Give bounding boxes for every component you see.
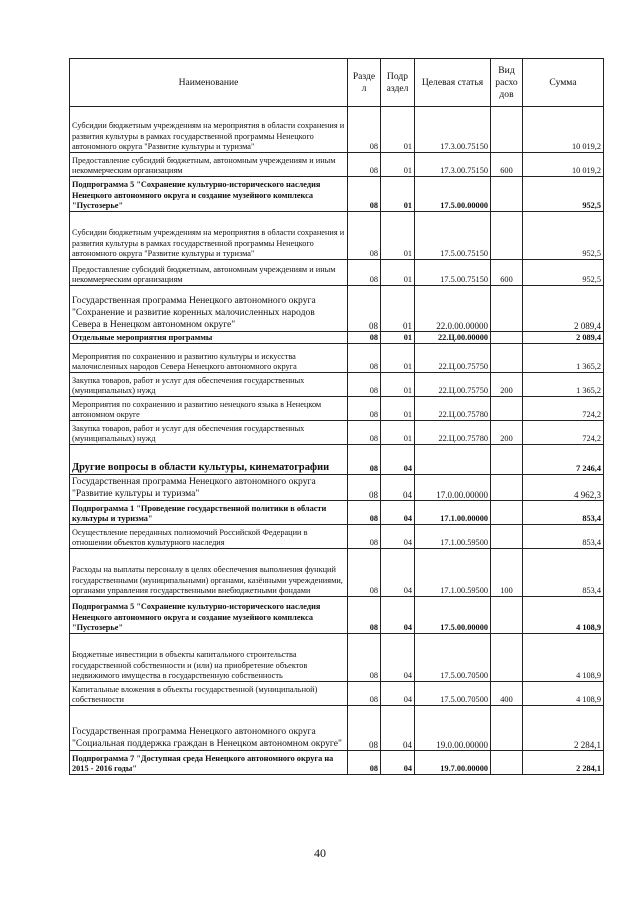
- row-section: 08: [348, 286, 381, 332]
- row-section: 08: [348, 344, 381, 373]
- row-name: Предоставление субсидий бюджетным, автономным учреждениям и иным некоммерческим организациям: [70, 260, 348, 286]
- row-expense-kind: 600: [491, 260, 523, 286]
- row-target-article: 17.0.00.00000: [415, 475, 491, 501]
- row-name: Бюджетные инвестиции в объекты капитального строительства государственной собственности и (или) на приобретение объектов недвижимого имущества в государственную собственность: [70, 634, 348, 682]
- row-section: 08: [348, 445, 381, 475]
- row-section: 08: [348, 706, 381, 751]
- table-row: [70, 260, 604, 286]
- row-section: 08: [348, 373, 381, 397]
- row-name: Государственная программа Ненецкого автономного округа "Сохранение и развитие коренных малочисленных народов Севера в Ненецком автономном округе": [70, 286, 348, 332]
- table-body: [70, 107, 604, 775]
- row-expense-kind: [491, 107, 523, 153]
- header-expense-kind: Вид расхо дов: [491, 59, 523, 107]
- row-sum: 952,5: [523, 260, 604, 286]
- row-name: Подпрограмма 1 "Проведение государственной политики в области культуры и туризма": [70, 501, 348, 525]
- row-subsection: 01: [381, 397, 415, 421]
- row-subsection: 01: [381, 212, 415, 260]
- table-row: [70, 421, 604, 445]
- row-subsection: 04: [381, 501, 415, 525]
- row-target-article: 17.1.00.00000: [415, 501, 491, 525]
- row-target-article: 17.5.00.75150: [415, 260, 491, 286]
- header-section: Разде л: [348, 59, 381, 107]
- row-name: Другие вопросы в области культуры, кинематографии: [70, 445, 348, 475]
- row-subsection: 04: [381, 706, 415, 751]
- budget-table: [69, 58, 604, 775]
- row-expense-kind: [491, 445, 523, 475]
- table-row: [70, 475, 604, 501]
- table-row: [70, 549, 604, 597]
- row-sum: 853,4: [523, 525, 604, 549]
- row-subsection: 04: [381, 751, 415, 775]
- row-name: Предоставление субсидий бюджетным, автономным учреждениям и иным некоммерческим организациям: [70, 153, 348, 177]
- row-sum: 853,4: [523, 501, 604, 525]
- row-name: Мероприятия по сохранению и развитию ненецкого языка в Ненецком автономном округе: [70, 397, 348, 421]
- row-name: Капитальные вложения в объекты государственной (муниципальной) собственности: [70, 682, 348, 706]
- row-target-article: 22.Ц.00.75750: [415, 373, 491, 397]
- table-row: [70, 634, 604, 682]
- row-expense-kind: 200: [491, 421, 523, 445]
- row-subsection: 01: [381, 260, 415, 286]
- row-subsection: 01: [381, 153, 415, 177]
- row-subsection: 01: [381, 286, 415, 332]
- row-section: 08: [348, 177, 381, 212]
- row-name: Отдельные мероприятия программы: [70, 332, 348, 344]
- row-name: Субсидии бюджетным учреждениям на мероприятия в области сохранения и развития культуры в рамках государственной программы Ненецкого автономного округа "Развитие культуры и туризма": [70, 107, 348, 153]
- row-target-article: 17.5.00.00000: [415, 597, 491, 634]
- table-row: [70, 107, 604, 153]
- header-sum: Сумма: [523, 59, 604, 107]
- row-subsection: 04: [381, 549, 415, 597]
- row-subsection: 04: [381, 597, 415, 634]
- row-target-article: 19.7.00.00000: [415, 751, 491, 775]
- header-name: Наименование: [70, 59, 348, 107]
- row-sum: 952,5: [523, 177, 604, 212]
- row-section: 08: [348, 212, 381, 260]
- row-sum: 952,5: [523, 212, 604, 260]
- table-row: [70, 706, 604, 751]
- table-row: [70, 332, 604, 344]
- row-subsection: 01: [381, 332, 415, 344]
- row-sum: 2 089,4: [523, 332, 604, 344]
- row-sum: 4 108,9: [523, 597, 604, 634]
- table-row: [70, 153, 604, 177]
- row-section: 08: [348, 501, 381, 525]
- row-target-article: 17.3.00.75150: [415, 153, 491, 177]
- header-subsection: Подр аздел: [381, 59, 415, 107]
- row-subsection: 04: [381, 634, 415, 682]
- row-subsection: 04: [381, 475, 415, 501]
- row-expense-kind: [491, 501, 523, 525]
- row-name: Подпрограмма 5 "Сохранение культурно-исторического наследия Ненецкого автономного округа и создание музейного комплекса "Пустозерье": [70, 177, 348, 212]
- row-expense-kind: [491, 332, 523, 344]
- row-name: Закупка товаров, работ и услуг для обеспечения государственных (муниципальных) нужд: [70, 421, 348, 445]
- table-row: [70, 286, 604, 332]
- row-sum: 2 284,1: [523, 706, 604, 751]
- row-expense-kind: [491, 634, 523, 682]
- row-subsection: 01: [381, 107, 415, 153]
- row-subsection: 01: [381, 344, 415, 373]
- row-target-article: 22.Ц.00.75780: [415, 397, 491, 421]
- row-section: 08: [348, 597, 381, 634]
- row-sum: 724,2: [523, 421, 604, 445]
- row-expense-kind: [491, 177, 523, 212]
- row-target-article: 17.5.00.75150: [415, 212, 491, 260]
- row-expense-kind: [491, 597, 523, 634]
- row-expense-kind: [491, 344, 523, 373]
- row-name: Мероприятия по сохранению и развитию культуры и искусства малочисленных народов Севера Ненецкого автономного округа: [70, 344, 348, 373]
- row-section: 08: [348, 525, 381, 549]
- row-expense-kind: 200: [491, 373, 523, 397]
- row-expense-kind: [491, 286, 523, 332]
- row-name: Закупка товаров, работ и услуг для обеспечения государственных (муниципальных) нужд: [70, 373, 348, 397]
- row-name: Осуществление переданных полномочий Российской Федерации в отношении объектов культурного наследия: [70, 525, 348, 549]
- table-row: [70, 445, 604, 475]
- row-target-article: 17.5.00.70500: [415, 682, 491, 706]
- row-name: Подпрограмма 7 "Доступная среда Ненецкого автономного округа на 2015 - 2016 годы": [70, 751, 348, 775]
- table-row: [70, 751, 604, 775]
- row-name: Государственная программа Ненецкого автономного округа "Социальная поддержка граждан в Ненецком автономном округе": [70, 706, 348, 751]
- row-sum: 4 962,3: [523, 475, 604, 501]
- table-row: [70, 397, 604, 421]
- row-sum: 2 089,4: [523, 286, 604, 332]
- row-sum: 7 246,4: [523, 445, 604, 475]
- row-expense-kind: 600: [491, 153, 523, 177]
- row-section: 08: [348, 397, 381, 421]
- row-name: Расходы на выплаты персоналу в целях обеспечения выполнения функций государственными (муниципальными) органами, казёнными учреждениями, органами управления государственными внебюджетными фондами: [70, 549, 348, 597]
- page-number: 40: [314, 846, 326, 860]
- table-row: [70, 682, 604, 706]
- row-sum: 1 365,2: [523, 344, 604, 373]
- row-subsection: 01: [381, 177, 415, 212]
- row-expense-kind: [491, 751, 523, 775]
- row-sum: 1 365,2: [523, 373, 604, 397]
- row-sum: 853,4: [523, 549, 604, 597]
- table-header-row: [70, 59, 604, 107]
- row-subsection: 04: [381, 445, 415, 475]
- row-sum: 2 284,1: [523, 751, 604, 775]
- row-target-article: 22.Ц.00.75780: [415, 421, 491, 445]
- row-section: 08: [348, 260, 381, 286]
- row-target-article: 17.3.00.75150: [415, 107, 491, 153]
- row-sum: 4 108,9: [523, 634, 604, 682]
- row-sum: 4 108,9: [523, 682, 604, 706]
- row-expense-kind: [491, 212, 523, 260]
- row-subsection: 04: [381, 682, 415, 706]
- row-name: Подпрограмма 5 "Сохранение культурно-исторического наследия Ненецкого автономного округа и создание музейного комплекса "Пустозерье": [70, 597, 348, 634]
- header-target-article: Целевая статья: [415, 59, 491, 107]
- row-section: 08: [348, 751, 381, 775]
- row-expense-kind: 400: [491, 682, 523, 706]
- table-row: [70, 597, 604, 634]
- row-sum: 724,2: [523, 397, 604, 421]
- row-target-article: 19.0.00.00000: [415, 706, 491, 751]
- row-target-article: 22.0.00.00000: [415, 286, 491, 332]
- table-row: [70, 212, 604, 260]
- row-section: 08: [348, 153, 381, 177]
- row-section: 08: [348, 682, 381, 706]
- row-expense-kind: [491, 525, 523, 549]
- row-target-article: 22.Ц.00.00000: [415, 332, 491, 344]
- row-target-article: 17.1.00.59500: [415, 549, 491, 597]
- table-row: [70, 501, 604, 525]
- table-row: [70, 373, 604, 397]
- row-section: 08: [348, 475, 381, 501]
- row-name: Субсидии бюджетным учреждениям на мероприятия в области сохранения и развития культуры в рамках государственной программы Ненецкого автономного округа "Развитие культуры и туризма": [70, 212, 348, 260]
- row-section: 08: [348, 332, 381, 344]
- row-expense-kind: [491, 475, 523, 501]
- row-target-article: 17.1.00.59500: [415, 525, 491, 549]
- row-expense-kind: [491, 397, 523, 421]
- row-expense-kind: [491, 706, 523, 751]
- table-row: [70, 344, 604, 373]
- row-target-article: 22.Ц.00.75750: [415, 344, 491, 373]
- row-section: 08: [348, 634, 381, 682]
- row-section: 08: [348, 421, 381, 445]
- row-sum: 10 019,2: [523, 107, 604, 153]
- row-subsection: 01: [381, 421, 415, 445]
- row-target-article: 17.5.00.70500: [415, 634, 491, 682]
- row-subsection: 01: [381, 373, 415, 397]
- row-target-article: [415, 445, 491, 475]
- table-row: [70, 177, 604, 212]
- row-expense-kind: 100: [491, 549, 523, 597]
- row-section: 08: [348, 549, 381, 597]
- row-section: 08: [348, 107, 381, 153]
- row-subsection: 04: [381, 525, 415, 549]
- row-target-article: 17.5.00.00000: [415, 177, 491, 212]
- row-name: Государственная программа Ненецкого автономного округа "Развитие культуры и туризма": [70, 475, 348, 501]
- table-row: [70, 525, 604, 549]
- row-sum: 10 019,2: [523, 153, 604, 177]
